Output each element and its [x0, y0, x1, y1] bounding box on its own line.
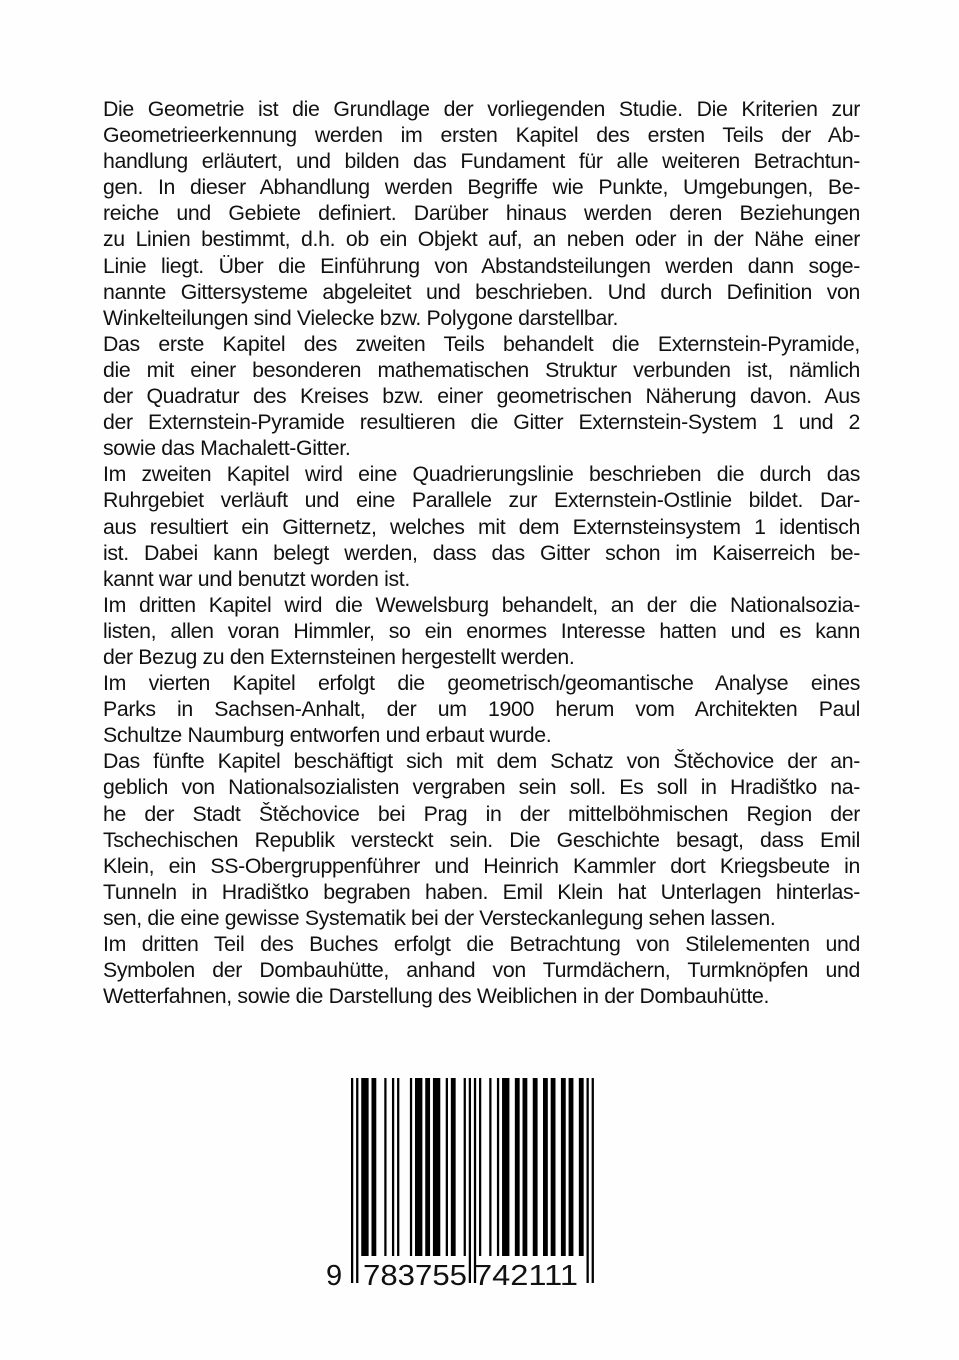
text-line: der Bezug zu den Externsteinen hergestellt werden. — [103, 644, 575, 669]
paragraph — [103, 748, 860, 931]
text-line: gen. In dieser Abhandlung werden Begriffe wie Punkte, Umgebungen, Be- — [103, 175, 860, 200]
barcode-bar — [397, 1078, 399, 1256]
barcode-right-digits: 742111 — [474, 1260, 578, 1292]
barcode-bar — [451, 1078, 456, 1256]
blurb-text — [103, 96, 860, 1009]
text-line: Die Geometrie ist die Grundlage der vorliegenden Studie. Die Kriterien zur — [103, 97, 860, 121]
text-line: handlung erläutert, und bilden das Fundament für alle weiteren Betrachtun- — [103, 149, 860, 174]
barcode-bar — [371, 1078, 376, 1256]
barcode-bar — [497, 1078, 499, 1256]
text-line: Parks in Sachsen-Anhalt, der um 1900 herum vom Architekten Paul — [103, 697, 860, 722]
barcode-bar — [561, 1078, 566, 1256]
text-line: sen, die eine gewisse Systematik bei der Versteckanlegung sehen lassen. — [103, 905, 776, 930]
text-line: Schultze Naumburg entworfen und erbaut wurde. — [103, 723, 552, 748]
text-line: Linie liegt. Über die Einführung von Abstandsteilungen werden dann soge- — [103, 253, 860, 278]
barcode-left-digits: 783755 — [363, 1260, 467, 1292]
text-line: Im dritten Kapitel wird die Wewelsburg behandelt, an der die Nationalsozia- — [103, 592, 860, 617]
barcode-bar — [410, 1078, 412, 1256]
text-line: listen, allen voran Himmler, so ein enormes Interesse hatten und es kann — [103, 618, 860, 643]
text-line: Das erste Kapitel des zweiten Teils behandelt die Externstein-Pyramide, — [103, 331, 860, 356]
barcode-bar — [392, 1078, 394, 1256]
text-line: Ruhrgebiet verläuft und eine Parallele zur Externstein-Ostlinie bildet. Dar- — [103, 488, 860, 513]
text-line: ist. Dabei kann belegt werden, dass das Gitter schon im Kaiserreich be- — [103, 540, 860, 565]
text-line: Das fünfte Kapitel beschäftigt sich mit dem Schatz von Štěchovice der an- — [103, 749, 860, 774]
text-line: Winkelteilungen sind Vielecke bzw. Polygone darstellbar. — [103, 305, 619, 330]
barcode-guard-bar — [587, 1078, 589, 1283]
text-line: Klein, ein SS-Obergruppenführer und Heinrich Kammler dort Kriegsbeute in — [103, 853, 860, 878]
text-line: sowie das Machalett-Gitter. — [103, 436, 351, 461]
barcode-bar — [384, 1078, 386, 1256]
paragraph — [103, 461, 860, 591]
text-line: reiche und Gebiete definiert. Darüber hinaus werden deren Beziehungen — [103, 201, 860, 226]
barcode-guard-bar — [469, 1078, 471, 1283]
text-line: der Externstein-Pyramide resultieren die Gitter Externstein-System 1 und 2 — [103, 410, 860, 435]
barcode-bar — [489, 1078, 491, 1256]
text-line: Wetterfahnen, sowie die Darstellung des Weiblichen in der Dombauhütte. — [103, 984, 770, 1009]
barcode-bars — [351, 1078, 594, 1283]
text-line: Im zweiten Kapitel wird eine Quadrierungslinie beschrieben die durch das — [103, 462, 860, 487]
barcode-bar — [446, 1078, 448, 1256]
text-line: die mit einer besonderen mathematischen Struktur verbunden ist, nämlich — [103, 357, 860, 382]
barcode-bar — [361, 1078, 368, 1256]
barcode-bar — [425, 1078, 430, 1256]
barcode-bar — [502, 1078, 509, 1256]
text-line: kannt war und benutzt worden ist. — [103, 566, 410, 591]
barcode-bar — [515, 1078, 520, 1256]
text-line: Geometrieerkennung werden im ersten Kapitel des ersten Teils der Ab- — [103, 123, 860, 148]
text-line: nannte Gittersysteme abgeleitet und beschrieben. Und durch Definition von — [103, 279, 860, 304]
text-line: Symbolen der Dombauhütte, anhand von Turmdächern, Turmknöpfen und — [103, 958, 860, 983]
barcode-graphic — [322, 1078, 602, 1293]
text-line: Im vierten Kapitel erfolgt die geometrisch/geomantische Analyse eines — [103, 671, 860, 696]
paragraph — [103, 592, 860, 670]
barcode-guard-bar — [474, 1078, 476, 1283]
text-line: zu Linien bestimmt, d.h. ob ein Objekt auf, an neben oder in der Nähe einer — [103, 227, 860, 252]
barcode-bar — [579, 1078, 584, 1256]
barcode-bar — [569, 1078, 574, 1256]
text-line: aus resultiert ein Gitternetz, welches mit dem Externsteinsystem 1 identisch — [103, 514, 860, 539]
text-line: he der Stadt Štěchovice bei Prag in der mittelböhmischen Region der — [103, 801, 860, 826]
paragraph — [103, 331, 860, 461]
barcode-bar — [415, 1078, 422, 1256]
barcode-bar — [543, 1078, 548, 1256]
text-line: geblich von Nationalsozialisten vergraben sein soll. Es soll in Hradištko na- — [103, 775, 860, 800]
text-line: Tunneln in Hradištko begraben haben. Emil Klein hat Unterlagen hinterlas- — [103, 879, 860, 904]
barcode-guard-bar — [351, 1078, 353, 1283]
paragraph — [103, 670, 860, 748]
barcode-bar — [523, 1078, 528, 1256]
barcode-guard-bar — [592, 1078, 594, 1283]
barcode-guard-bar — [356, 1078, 358, 1283]
barcode-bar — [433, 1078, 440, 1256]
text-line: der Quadratur des Kreises bzw. einer geometrischen Näherung davon. Aus — [103, 384, 860, 409]
paragraph — [103, 96, 860, 331]
barcode-bar — [551, 1078, 556, 1256]
barcode-bar — [464, 1078, 466, 1256]
barcode-first-digit: 9 — [326, 1260, 343, 1292]
text-line: Im dritten Teil des Buches erfolgt die Betrachtung von Stilelementen und — [103, 932, 860, 956]
paragraph — [103, 931, 860, 1009]
barcode-bar — [533, 1078, 538, 1256]
isbn-barcode — [322, 1078, 602, 1293]
text-line: Tschechischen Republik versteckt sein. Die Geschichte besagt, dass Emil — [103, 827, 860, 852]
barcode-bar — [479, 1078, 481, 1256]
